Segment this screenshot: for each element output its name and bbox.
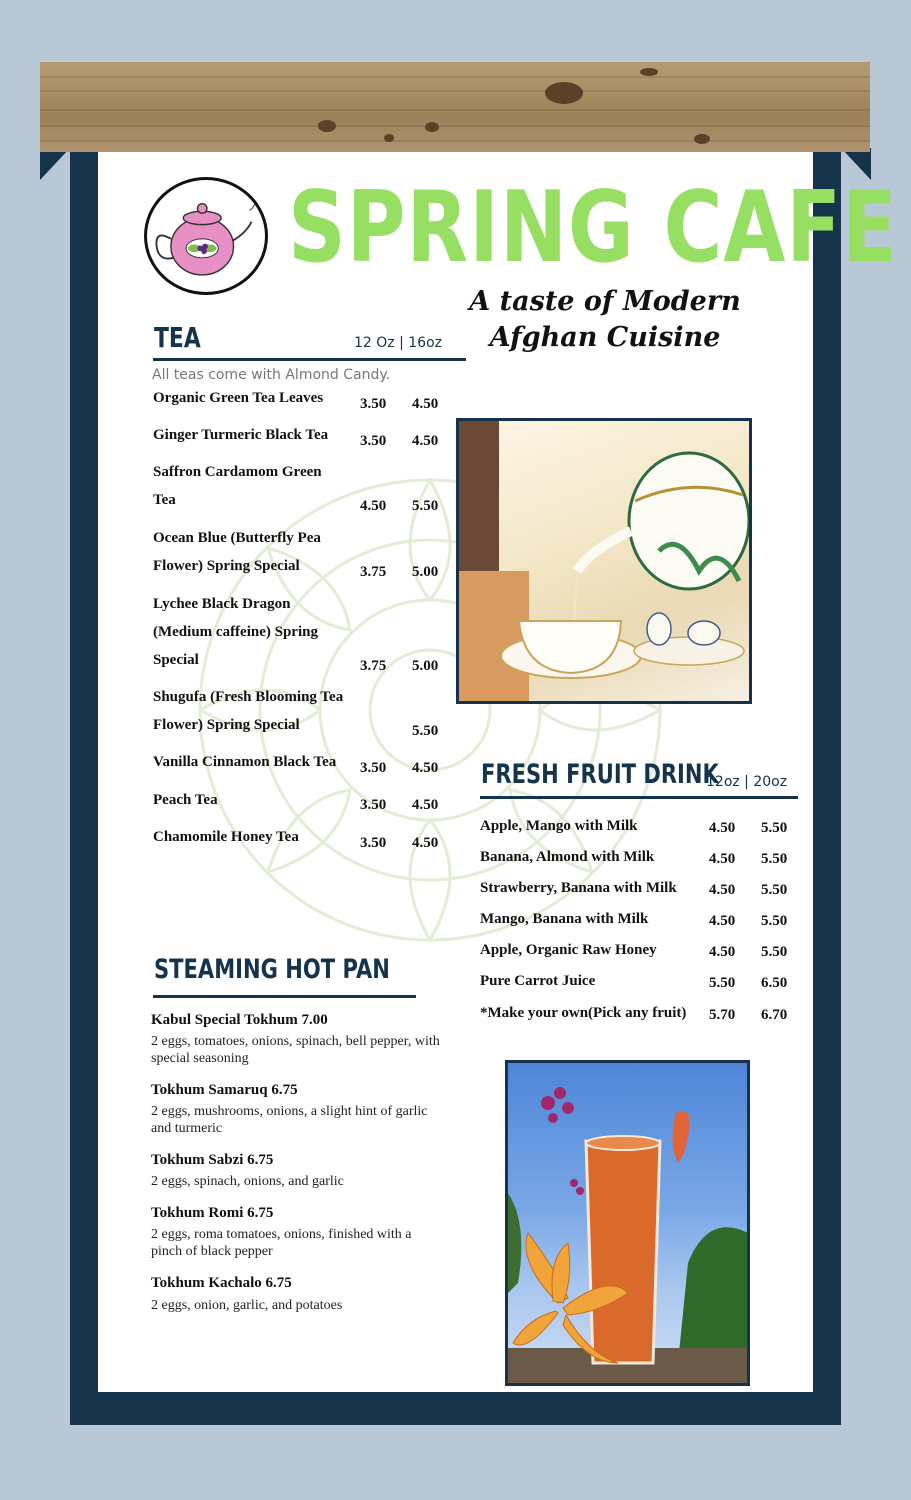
tea-note: All teas come with Almond Candy.	[152, 367, 391, 383]
tea-item-price-16oz: 5.00	[412, 658, 439, 674]
tea-section-title: TEA	[154, 321, 201, 354]
tea-item-name: Saffron Cardamom Green Tea	[153, 464, 322, 508]
fruit-item-price-20oz: 5.50	[761, 882, 788, 898]
fruit-item-name: Apple, Mango with Milk	[480, 818, 638, 834]
fruit-item-price-12oz: 4.50	[709, 913, 736, 929]
tea-item-price-16oz: 4.50	[412, 760, 439, 776]
fruit-item-price-12oz: 5.50	[709, 975, 736, 991]
tea-item-price-16oz: 5.00	[412, 564, 439, 580]
fruit-item-price-12oz: 4.50	[709, 882, 736, 898]
hotpan-item-name: Tokhum Kachalo 6.75	[151, 1275, 292, 1291]
fruit-item-price-12oz: 4.50	[709, 820, 736, 836]
wood-header-plank	[40, 62, 870, 152]
cafe-tagline: A taste of Modern Afghan Cuisine	[469, 286, 741, 353]
tea-item-price-12oz: 3.75	[360, 564, 387, 580]
hotpan-item-desc: 2 eggs, mushrooms, onions, a slight hint of garlic and turmeric	[151, 1104, 428, 1136]
tea-item-name: Ocean Blue (Butterfly Pea Flower) Spring Special	[153, 530, 321, 574]
tea-section-rule	[153, 358, 466, 361]
tea-item-price-16oz: 4.50	[412, 797, 439, 813]
tea-item-price-12oz: 3.75	[360, 658, 387, 674]
tea-item-price-12oz: 4.50	[360, 498, 387, 514]
tea-item-name: Chamomile Honey Tea	[153, 829, 299, 845]
hotpan-item-name: Tokhum Samaruq 6.75	[151, 1082, 298, 1098]
tea-item-name: Organic Green Tea Leaves	[153, 390, 324, 406]
hotpan-item-desc: 2 eggs, spinach, onions, and garlic	[151, 1174, 344, 1189]
fruit-item-price-20oz: 5.50	[761, 820, 788, 836]
tea-item-price-12oz: 3.50	[360, 797, 387, 813]
tea-item-price-16oz: 4.50	[412, 835, 439, 851]
fruit-item-price-20oz: 5.50	[761, 944, 788, 960]
fruit-size-header: 12oz | 20oz	[706, 774, 788, 790]
hotpan-section-rule	[153, 995, 416, 998]
fruit-item-price-12oz: 4.50	[709, 944, 736, 960]
hotpan-item-name: Tokhum Romi 6.75	[151, 1205, 274, 1221]
fruit-item-name: Mango, Banana with Milk	[480, 911, 649, 927]
tea-item-name: Ginger Turmeric Black Tea	[153, 427, 329, 443]
hotpan-item-desc: 2 eggs, tomatoes, onions, spinach, bell pepper, with special seasoning	[151, 1034, 440, 1066]
hotpan-item-name: Tokhum Sabzi 6.75	[151, 1152, 274, 1168]
board-bevel-left	[40, 148, 70, 180]
fruit-section-title: FRESH FRUIT DRINK	[481, 759, 719, 790]
tea-item-price-16oz: 5.50	[412, 498, 439, 514]
tea-pouring-photo	[456, 418, 752, 704]
tea-item-name: Lychee Black Dragon (Medium caffeine) Spring Special	[153, 596, 318, 668]
fruit-section-rule	[480, 796, 798, 799]
tea-item-price-12oz: 3.50	[360, 433, 387, 449]
tea-item-price-12oz: 3.50	[360, 396, 387, 412]
tea-item-price-16oz: 5.50	[412, 723, 439, 739]
tea-item-price-12oz: 3.50	[360, 835, 387, 851]
fruit-item-name: Banana, Almond with Milk	[480, 849, 655, 865]
hotpan-item-desc: 2 eggs, roma tomatoes, onions, finished with a pinch of black pepper	[151, 1227, 412, 1259]
fruit-item-price-20oz: 6.70	[761, 1007, 788, 1023]
tea-size-header: 12 Oz | 16oz	[354, 335, 442, 351]
tea-item-name: Shugufa (Fresh Blooming Tea Flower) Spring Special	[153, 689, 344, 733]
tea-item-name: Vanilla Cinnamon Black Tea	[153, 754, 337, 770]
tea-item-price-16oz: 4.50	[412, 433, 439, 449]
fruit-item-price-12oz: 5.70	[709, 1007, 736, 1023]
carrot-juice-photo	[505, 1060, 750, 1386]
hotpan-item-desc: 2 eggs, onion, garlic, and potatoes	[151, 1298, 343, 1313]
hotpan-section-title: STEAMING HOT PAN	[154, 954, 390, 985]
fruit-item-name: Apple, Organic Raw Honey	[480, 942, 657, 958]
fruit-item-name: *Make your own(Pick any fruit)	[480, 1005, 687, 1021]
fruit-item-price-20oz: 5.50	[761, 913, 788, 929]
fruit-item-name: Strawberry, Banana with Milk	[480, 880, 677, 896]
fruit-item-price-20oz: 5.50	[761, 851, 788, 867]
cafe-name: SPRING CAFE	[288, 171, 898, 285]
fruit-item-name: Pure Carrot Juice	[480, 973, 596, 989]
fruit-item-price-12oz: 4.50	[709, 851, 736, 867]
fruit-item-price-20oz: 6.50	[761, 975, 788, 991]
tea-item-name: Peach Tea	[153, 792, 218, 808]
teapot-logo	[144, 177, 268, 295]
tea-item-price-16oz: 4.50	[412, 396, 439, 412]
tea-item-price-12oz: 3.50	[360, 760, 387, 776]
hotpan-item-name: Kabul Special Tokhum 7.00	[151, 1012, 328, 1028]
